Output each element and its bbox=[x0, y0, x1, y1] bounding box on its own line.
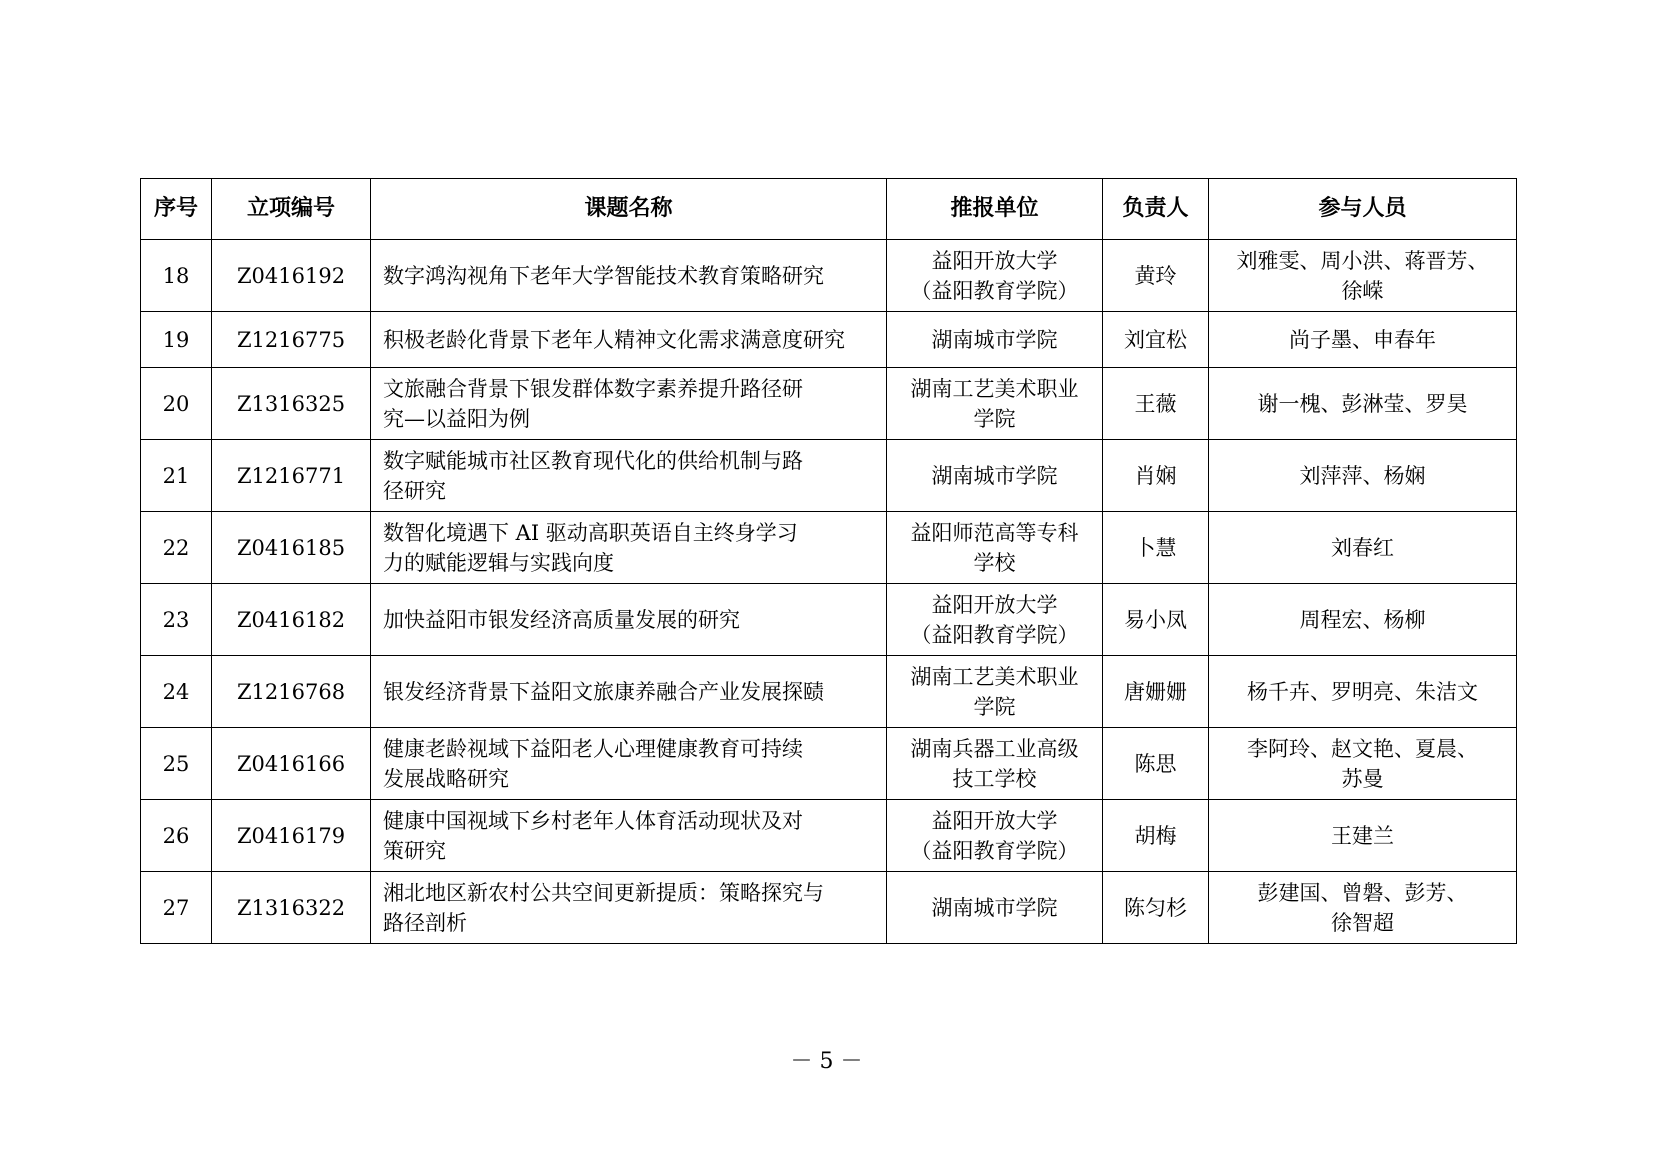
cell-project-code: Z1216775 bbox=[212, 312, 371, 368]
cell-members-line: 周程宏、杨柳 bbox=[1299, 607, 1426, 632]
cell-recommending-unit bbox=[887, 368, 1103, 440]
cell-project-title bbox=[371, 512, 887, 584]
cell-leader: 胡梅 bbox=[1103, 800, 1209, 872]
cell-project-title-line: 积极老龄化背景下老年人精神文化需求满意度研究 bbox=[383, 327, 845, 352]
cell-project-code: Z0416166 bbox=[212, 728, 371, 800]
cell-project-code: Z0416192 bbox=[212, 240, 371, 312]
cell-project-code: Z1316322 bbox=[212, 872, 371, 944]
cell-serial: 26 bbox=[141, 800, 212, 872]
header-leader: 负责人 bbox=[1103, 179, 1209, 240]
table-row bbox=[141, 728, 1517, 800]
cell-recommending-unit-line: 学校 bbox=[973, 550, 1016, 575]
cell-recommending-unit-line: 湖南兵器工业高级 bbox=[910, 736, 1079, 761]
header-serial: 序号 bbox=[141, 179, 212, 240]
cell-recommending-unit-line: 湖南城市学院 bbox=[931, 327, 1058, 352]
cell-project-title bbox=[371, 656, 887, 728]
project-table-container bbox=[140, 178, 1516, 944]
cell-members bbox=[1209, 512, 1517, 584]
cell-members-line: 李阿玲、赵文艳、夏晨、 bbox=[1247, 736, 1478, 761]
page-number: － 5 － bbox=[790, 1049, 863, 1074]
cell-recommending-unit-line: 湖南城市学院 bbox=[931, 463, 1058, 488]
cell-project-code: Z1316325 bbox=[212, 368, 371, 440]
header-project-title: 课题名称 bbox=[371, 179, 887, 240]
cell-project-title-line: 径研究 bbox=[383, 478, 446, 503]
cell-recommending-unit bbox=[887, 656, 1103, 728]
cell-members-line: 尚子墨、申春年 bbox=[1289, 327, 1436, 352]
cell-project-title-line: 发展战略研究 bbox=[383, 766, 509, 791]
cell-members-line: 徐智超 bbox=[1331, 910, 1394, 935]
cell-leader: 王薇 bbox=[1103, 368, 1209, 440]
header-recommending-unit: 推报单位 bbox=[887, 179, 1103, 240]
cell-recommending-unit bbox=[887, 728, 1103, 800]
cell-project-title-line: 力的赋能逻辑与实践向度 bbox=[383, 550, 614, 575]
cell-members-line: 苏曼 bbox=[1341, 766, 1384, 791]
cell-project-title-line: 数字鸿沟视角下老年大学智能技术教育策略研究 bbox=[383, 263, 824, 288]
cell-members-line: 刘春红 bbox=[1331, 535, 1394, 560]
cell-recommending-unit-line: （益阳教育学院） bbox=[910, 622, 1079, 647]
cell-project-title-line: 文旅融合背景下银发群体数字素养提升路径研 bbox=[383, 376, 803, 401]
cell-project-code: Z0416182 bbox=[212, 584, 371, 656]
table-row bbox=[141, 584, 1517, 656]
cell-project-title-line: 路径剖析 bbox=[383, 910, 467, 935]
cell-project-title bbox=[371, 872, 887, 944]
cell-project-title bbox=[371, 584, 887, 656]
cell-recommending-unit-line: 湖南城市学院 bbox=[931, 895, 1058, 920]
cell-recommending-unit-line: 技工学校 bbox=[952, 766, 1037, 791]
cell-serial: 18 bbox=[141, 240, 212, 312]
header-members: 参与人员 bbox=[1209, 179, 1517, 240]
project-table bbox=[140, 178, 1517, 944]
cell-members-line: 刘萍萍、杨娴 bbox=[1299, 463, 1426, 488]
cell-serial: 25 bbox=[141, 728, 212, 800]
table-row bbox=[141, 240, 1517, 312]
cell-members bbox=[1209, 800, 1517, 872]
cell-serial: 23 bbox=[141, 584, 212, 656]
cell-project-title-line: 健康老龄视域下益阳老人心理健康教育可持续 bbox=[383, 736, 803, 761]
cell-leader: 卜慧 bbox=[1103, 512, 1209, 584]
cell-members-line: 谢一槐、彭淋莹、罗昊 bbox=[1257, 391, 1468, 416]
cell-recommending-unit bbox=[887, 240, 1103, 312]
cell-recommending-unit bbox=[887, 512, 1103, 584]
table-row bbox=[141, 312, 1517, 368]
cell-leader: 黄玲 bbox=[1103, 240, 1209, 312]
table-row bbox=[141, 440, 1517, 512]
cell-project-title-line: 加快益阳市银发经济高质量发展的研究 bbox=[383, 607, 740, 632]
cell-project-title-line: 策研究 bbox=[383, 838, 446, 863]
cell-serial: 21 bbox=[141, 440, 212, 512]
cell-leader: 肖娴 bbox=[1103, 440, 1209, 512]
cell-members bbox=[1209, 656, 1517, 728]
cell-serial: 20 bbox=[141, 368, 212, 440]
table-row bbox=[141, 800, 1517, 872]
cell-leader: 陈思 bbox=[1103, 728, 1209, 800]
cell-recommending-unit bbox=[887, 312, 1103, 368]
table-row bbox=[141, 656, 1517, 728]
table-row bbox=[141, 512, 1517, 584]
cell-members-line: 王建兰 bbox=[1331, 823, 1394, 848]
cell-project-title bbox=[371, 800, 887, 872]
cell-members bbox=[1209, 728, 1517, 800]
cell-members bbox=[1209, 368, 1517, 440]
cell-project-title-line: 健康中国视域下乡村老年人体育活动现状及对 bbox=[383, 808, 803, 833]
table-row bbox=[141, 872, 1517, 944]
cell-recommending-unit bbox=[887, 872, 1103, 944]
cell-leader: 刘宜松 bbox=[1103, 312, 1209, 368]
cell-leader: 易小凤 bbox=[1103, 584, 1209, 656]
cell-project-title-line: 湘北地区新农村公共空间更新提质：策略探究与 bbox=[383, 880, 824, 905]
cell-project-code: Z1216768 bbox=[212, 656, 371, 728]
cell-serial: 27 bbox=[141, 872, 212, 944]
cell-project-title bbox=[371, 368, 887, 440]
cell-members-line: 徐嵘 bbox=[1341, 278, 1384, 303]
cell-project-title bbox=[371, 440, 887, 512]
cell-project-title-line: 数智化境遇下 AI 驱动高职英语自主终身学习 bbox=[383, 520, 798, 545]
cell-recommending-unit bbox=[887, 440, 1103, 512]
cell-project-title-line: 银发经济背景下益阳文旅康养融合产业发展探赜 bbox=[383, 679, 824, 704]
cell-recommending-unit-line: 益阳师范高等专科 bbox=[910, 520, 1079, 545]
cell-members bbox=[1209, 872, 1517, 944]
cell-serial: 19 bbox=[141, 312, 212, 368]
cell-recommending-unit-line: 益阳开放大学 bbox=[931, 808, 1058, 833]
table-body bbox=[141, 240, 1517, 944]
cell-leader: 唐姗姗 bbox=[1103, 656, 1209, 728]
cell-members-line: 杨千卉、罗明亮、朱洁文 bbox=[1247, 679, 1478, 704]
cell-recommending-unit bbox=[887, 800, 1103, 872]
cell-members-line: 彭建国、曾磐、彭芳、 bbox=[1257, 880, 1468, 905]
table-header-row bbox=[141, 179, 1517, 240]
cell-recommending-unit-line: （益阳教育学院） bbox=[910, 278, 1079, 303]
cell-members bbox=[1209, 584, 1517, 656]
cell-recommending-unit-line: 益阳开放大学 bbox=[931, 248, 1058, 273]
table-row bbox=[141, 368, 1517, 440]
cell-recommending-unit-line: （益阳教育学院） bbox=[910, 838, 1079, 863]
cell-serial: 22 bbox=[141, 512, 212, 584]
cell-project-title-line: 究—以益阳为例 bbox=[383, 406, 530, 431]
cell-project-code: Z0416185 bbox=[212, 512, 371, 584]
cell-recommending-unit-line: 学院 bbox=[973, 406, 1016, 431]
cell-recommending-unit-line: 湖南工艺美术职业 bbox=[910, 376, 1079, 401]
cell-leader: 陈匀杉 bbox=[1103, 872, 1209, 944]
cell-project-code: Z0416179 bbox=[212, 800, 371, 872]
cell-project-title bbox=[371, 728, 887, 800]
cell-project-code: Z1216771 bbox=[212, 440, 371, 512]
cell-project-title bbox=[371, 312, 887, 368]
cell-serial: 24 bbox=[141, 656, 212, 728]
cell-members bbox=[1209, 440, 1517, 512]
cell-recommending-unit-line: 湖南工艺美术职业 bbox=[910, 664, 1079, 689]
header-project-code: 立项编号 bbox=[212, 179, 371, 240]
cell-project-title-line: 数字赋能城市社区教育现代化的供给机制与路 bbox=[383, 448, 803, 473]
cell-recommending-unit-line: 学院 bbox=[973, 694, 1016, 719]
cell-recommending-unit bbox=[887, 584, 1103, 656]
cell-members-line: 刘雅雯、周小洪、蒋晋芳、 bbox=[1236, 248, 1489, 273]
cell-members bbox=[1209, 312, 1517, 368]
cell-recommending-unit-line: 益阳开放大学 bbox=[931, 592, 1058, 617]
cell-project-title bbox=[371, 240, 887, 312]
cell-members bbox=[1209, 240, 1517, 312]
